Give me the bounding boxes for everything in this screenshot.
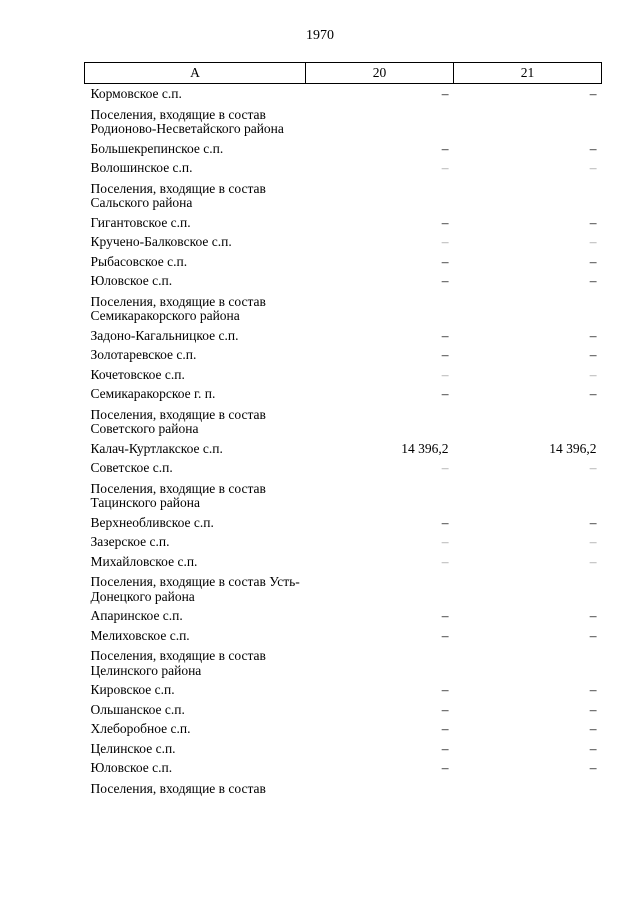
table-row <box>85 552 602 572</box>
table-row <box>85 326 602 346</box>
group-heading: Поселения, входящие в состав Тацинского района <box>90 480 266 510</box>
value-col-20: – <box>441 627 449 643</box>
group-heading-row <box>85 478 602 513</box>
value-col-20 <box>306 478 454 513</box>
settlement-name: Золотаревское с.п. <box>90 347 197 362</box>
value-col-21: – <box>589 627 597 643</box>
table-row <box>85 700 602 720</box>
value-col-21 <box>454 571 602 606</box>
settlement-name: Хлеборобное с.п. <box>90 721 191 736</box>
settlement-name: Волошинское с.п. <box>90 160 193 175</box>
group-heading: Поселения, входящие в состав Целинского района <box>90 648 266 678</box>
value-col-20: – <box>441 234 449 249</box>
page-number: 1970 <box>306 28 334 43</box>
group-heading: Поселения, входящие в состав Сальского района <box>90 180 266 210</box>
value-col-21 <box>454 291 602 326</box>
value-col-21: – <box>589 682 597 697</box>
value-col-20: – <box>441 701 449 717</box>
settlement-name: Кручено-Балковское с.п. <box>90 234 232 249</box>
value-col-21 <box>454 178 602 213</box>
value-col-21: – <box>589 347 597 362</box>
value-col-21: – <box>589 140 597 156</box>
value-col-20 <box>306 104 454 139</box>
group-heading-row <box>85 778 602 799</box>
value-col-21: – <box>589 760 597 775</box>
group-heading: Поселения, входящие в состав Советского района <box>90 406 266 436</box>
table-row <box>85 513 602 533</box>
value-col-21 <box>454 404 602 439</box>
value-col-20: – <box>441 273 449 288</box>
value-col-20: – <box>441 608 449 623</box>
table-row <box>85 719 602 739</box>
table-header-row <box>85 63 602 84</box>
value-col-21: – <box>589 273 597 288</box>
table-row <box>85 739 602 759</box>
value-col-21: 14 396,2 <box>549 440 597 456</box>
table-row <box>85 680 602 700</box>
value-col-21: – <box>589 386 597 401</box>
value-col-20 <box>306 645 454 680</box>
value-col-20 <box>306 404 454 439</box>
settlement-name: Советское с.п. <box>90 460 173 475</box>
value-col-21: – <box>589 234 597 249</box>
settlement-name: Кормовское с.п. <box>90 86 182 101</box>
table-row <box>85 606 602 626</box>
table-row <box>85 271 602 291</box>
table-row <box>85 758 602 778</box>
table-row <box>85 458 602 478</box>
value-col-21: – <box>589 160 597 175</box>
settlement-name: Кочетовское с.п. <box>90 366 185 382</box>
budget-table <box>84 62 602 798</box>
value-col-20: – <box>441 460 449 475</box>
value-col-20: – <box>441 140 449 156</box>
settlement-name: Юловское с.п. <box>90 273 173 288</box>
value-col-20: – <box>441 514 449 530</box>
value-col-20: – <box>441 347 449 362</box>
settlement-name: Апаринское с.п. <box>90 608 183 623</box>
header-col-21: 21 <box>454 63 602 84</box>
value-col-21 <box>454 104 602 139</box>
table-row <box>85 439 602 459</box>
table-row <box>85 365 602 385</box>
settlement-name: Кировское с.п. <box>90 682 175 697</box>
value-col-21: – <box>589 86 597 101</box>
settlement-name: Мелиховское с.п. <box>90 627 190 643</box>
group-heading-row <box>85 645 602 680</box>
table-row <box>85 626 602 646</box>
value-col-20: – <box>441 386 449 401</box>
value-col-20: – <box>441 553 449 569</box>
group-heading: Поселения, входящие в состав Усть-Донецкого района <box>90 574 300 604</box>
value-col-21: – <box>589 534 597 549</box>
value-col-20 <box>306 571 454 606</box>
settlement-name: Рыбасовское с.п. <box>90 253 188 269</box>
settlement-name: Михайловское с.п. <box>90 553 198 569</box>
value-col-20 <box>306 778 454 799</box>
table-row <box>85 252 602 272</box>
table-row <box>85 213 602 233</box>
group-heading: Поселения, входящие в состав <box>90 780 266 796</box>
value-col-20: 14 396,2 <box>401 440 449 456</box>
value-col-21: – <box>589 701 597 717</box>
value-col-20: – <box>441 86 449 101</box>
value-col-21: – <box>589 460 597 475</box>
table-body <box>85 84 602 799</box>
value-col-21: – <box>589 553 597 569</box>
value-col-20: – <box>441 327 449 343</box>
value-col-20 <box>306 178 454 213</box>
table-row <box>85 84 602 104</box>
group-heading: Поселения, входящие в состав Семикаракорского района <box>90 293 266 323</box>
table-row <box>85 345 602 365</box>
table-row <box>85 158 602 178</box>
value-col-21: – <box>589 214 597 230</box>
settlement-name: Задоно-Кагальницкое с.п. <box>90 327 239 343</box>
table-row <box>85 532 602 552</box>
settlement-name: Большекрепинское с.п. <box>90 140 224 156</box>
table-row <box>85 384 602 404</box>
value-col-20: – <box>441 682 449 697</box>
value-col-20: – <box>441 214 449 230</box>
group-heading-row <box>85 571 602 606</box>
group-heading-row <box>85 404 602 439</box>
header-col-a: А <box>85 63 306 84</box>
settlement-name: Гигантовское с.п. <box>90 214 191 230</box>
value-col-21: – <box>589 366 597 382</box>
settlement-name: Верхнеобливское с.п. <box>90 514 214 530</box>
group-heading: Поселения, входящие в состав Родионово-Несветайского района <box>90 106 284 136</box>
header-col-20: 20 <box>306 63 454 84</box>
settlement-name: Целинское с.п. <box>90 740 176 756</box>
table-row <box>85 139 602 159</box>
value-col-20: – <box>441 160 449 175</box>
value-col-21 <box>454 778 602 799</box>
group-heading-row <box>85 291 602 326</box>
value-col-20: – <box>441 534 449 549</box>
value-col-21: – <box>589 740 597 756</box>
value-col-20: – <box>441 253 449 269</box>
value-col-21: – <box>589 514 597 530</box>
settlement-name: Зазерское с.п. <box>90 534 170 549</box>
value-col-21: – <box>589 721 597 736</box>
value-col-20: – <box>441 721 449 736</box>
value-col-21: – <box>589 608 597 623</box>
value-col-21 <box>454 645 602 680</box>
value-col-20: – <box>441 760 449 775</box>
settlement-name: Ольшанское с.п. <box>90 701 185 717</box>
value-col-20: – <box>441 740 449 756</box>
table-row <box>85 232 602 252</box>
value-col-21: – <box>589 327 597 343</box>
value-col-20: – <box>441 366 449 382</box>
value-col-21: – <box>589 253 597 269</box>
settlement-name: Калач-Куртлакское с.п. <box>90 440 223 456</box>
group-heading-row <box>85 178 602 213</box>
value-col-21 <box>454 478 602 513</box>
settlement-name: Семикаракорское г. п. <box>90 386 216 401</box>
group-heading-row <box>85 104 602 139</box>
value-col-20 <box>306 291 454 326</box>
settlement-name: Юловское с.п. <box>90 760 173 775</box>
